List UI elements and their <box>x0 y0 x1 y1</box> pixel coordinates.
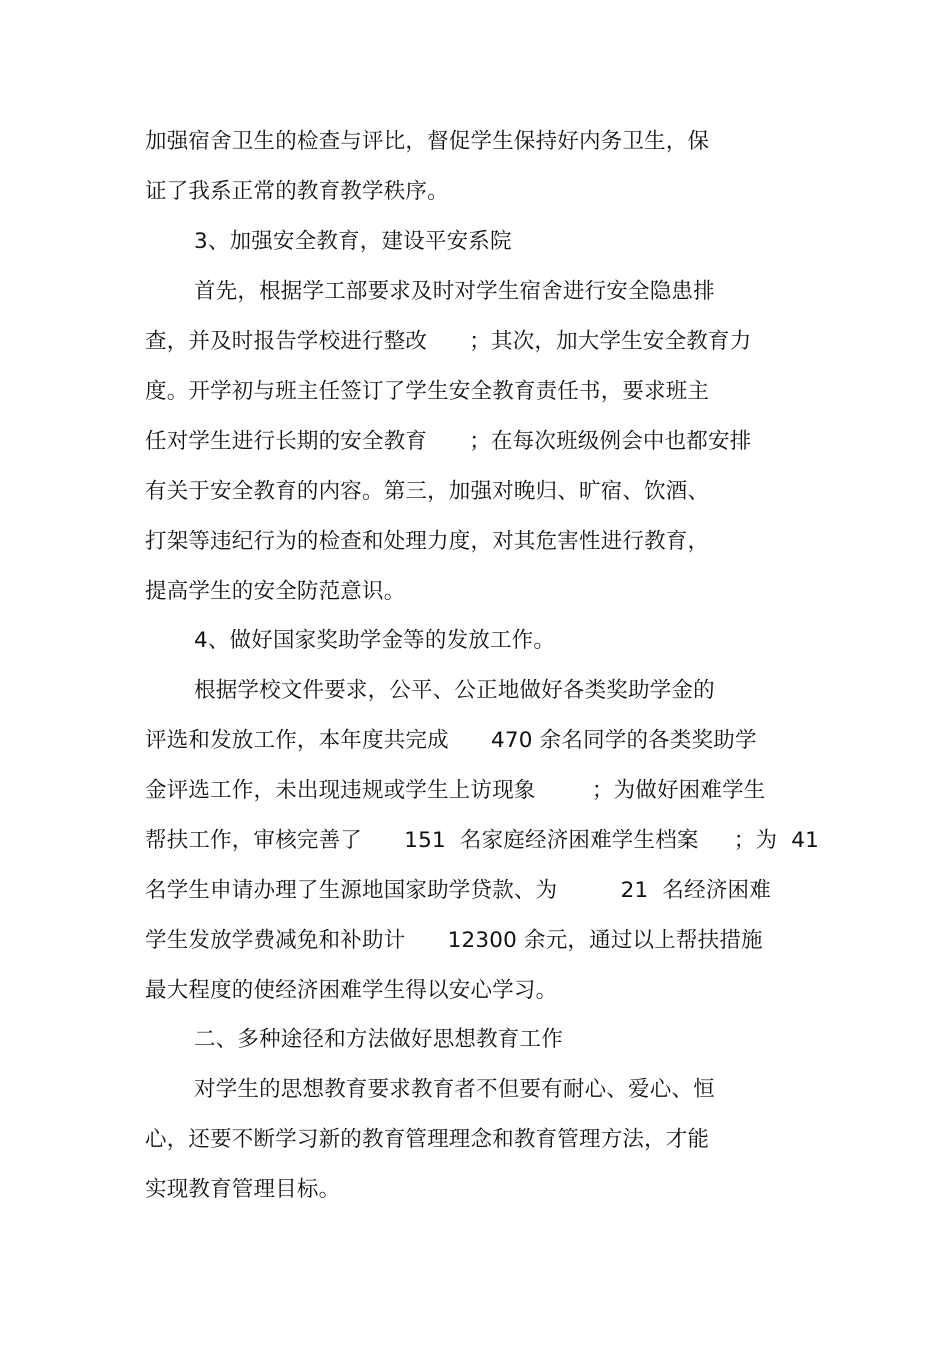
text-line: 学生发放学费减免和补助计 12300 余元，通过以上帮扶措施 <box>145 928 763 953</box>
text-line: 金评选工作，未出现违规或学生上访现象 ；为做好困难学生 <box>145 778 766 803</box>
section-heading: 3、加强安全教育，建设平安系院 <box>194 229 512 254</box>
text-line: 首先，根据学工部要求及时对学生宿舍进行安全隐患排 <box>194 279 715 304</box>
section-heading: 4、做好国家奖助学金等的发放工作。 <box>194 628 556 653</box>
text-line: 有关于安全教育的内容。第三，加强对晚归、旷宿、饮酒、 <box>145 479 710 504</box>
section-heading: 二、多种途径和方法做好思想教育工作 <box>194 1027 563 1052</box>
text-line: 评选和发放工作，本年度共完成 470 余名同学的各类奖助学 <box>145 728 757 753</box>
text-line: 帮扶工作，审核完善了 151 名家庭经济困难学生档案 ；为 41 <box>145 828 820 853</box>
text-line: 打架等违纪行为的检查和处理力度，对其危害性进行教育， <box>145 529 710 554</box>
text-line: 度。开学初与班主任签订了学生安全教育责任书，要求班主 <box>145 379 710 404</box>
text-line: 名学生申请办理了生源地国家助学贷款、为 21 名经济困难 <box>145 878 771 903</box>
text-line: 证了我系正常的教育教学秩序。 <box>145 179 449 204</box>
text-line: 查，并及时报告学校进行整改 ；其次，加大学生安全教育力 <box>145 329 752 354</box>
text-line: 对学生的思想教育要求教育者不但要有耐心、爱心、恒 <box>194 1077 715 1102</box>
text-line: 加强宿舍卫生的检查与评比，督促学生保持好内务卫生，保 <box>145 129 710 154</box>
text-line: 最大程度的使经济困难学生得以安心学习。 <box>145 978 558 1003</box>
text-line: 提高学生的安全防范意识。 <box>145 579 406 604</box>
text-line: 心，还要不断学习新的教育管理理念和教育管理方法，才能 <box>145 1127 710 1152</box>
text-line: 实现教育管理目标。 <box>145 1177 341 1202</box>
text-line: 根据学校文件要求，公平、公正地做好各类奖助学金的 <box>194 678 715 703</box>
text-line: 任对学生进行长期的安全教育 ；在每次班级例会中也都安排 <box>145 429 752 454</box>
